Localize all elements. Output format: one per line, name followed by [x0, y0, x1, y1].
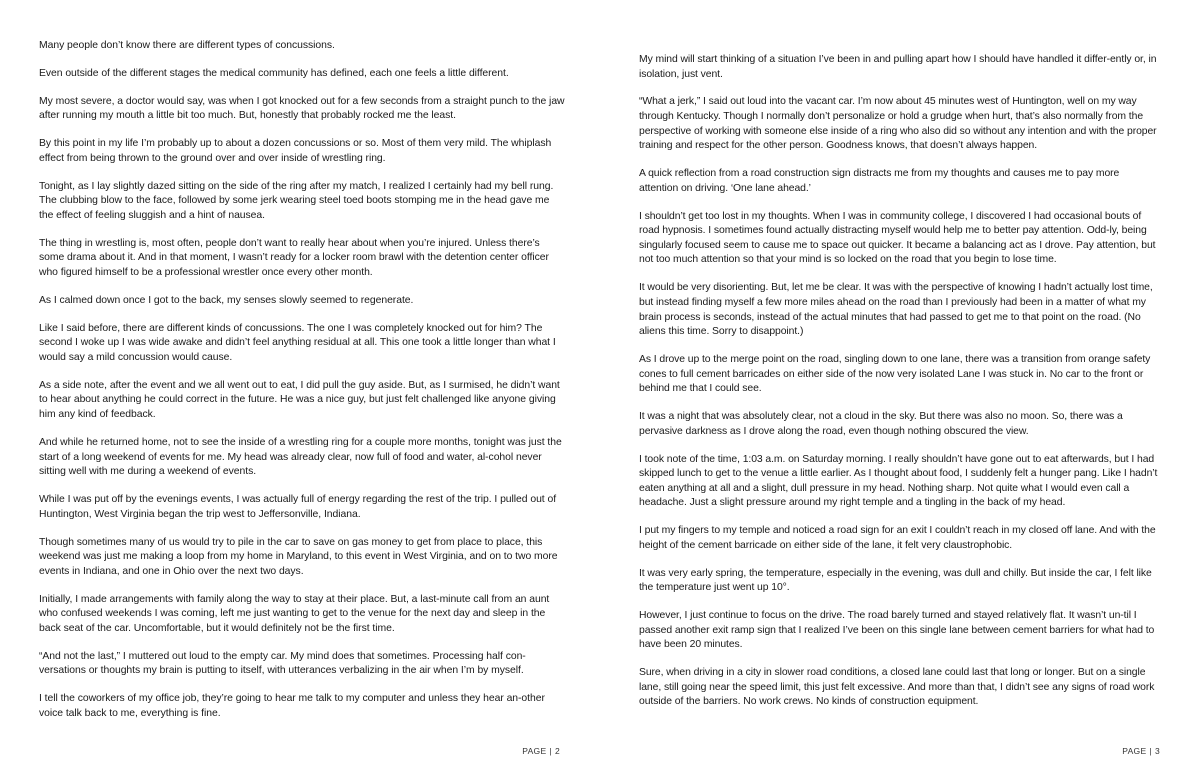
page-number-value: 2	[554, 746, 560, 756]
paragraph: By this point in my life I’m probably up to about a dozen concussions or so. Most of them very mild. The whiplash effect from being thrown to the ground over and over inside of wrestling ring.	[39, 138, 552, 164]
paragraph: Tonight, as I lay slightly dazed sitting on the side of the ring after my match, I realized I certainly had my bell rung. The clubbing blow to the face, followed by some jerk wearing steel toed boots stomping me in the head gave me the effect of feeling sluggish and a hint of nausea.	[39, 180, 554, 221]
page-number	[1122, 746, 1160, 756]
paragraph: I put my fingers to my temple and noticed a road sign for an exit I couldn’t reach in my closed off lane. And with the height of the cement barricade on either side of the lane, it felt very claustrophobic.	[639, 525, 1156, 551]
paragraph: A quick reflection from a road construction sign distracts me from my thoughts and causes me to pay more attention on driving. ‘One lane ahead.’	[639, 168, 1120, 194]
paragraph: Even outside of the different stages the medical community has defined, each one feels a little different.	[39, 67, 509, 79]
paragraph: While I was put off by the evenings events, I was actually full of energy regarding the rest of the trip. I pulled out of Huntington, West Virginia began the trip west to Jeffersonville, Indiana.	[39, 494, 557, 520]
page-label: PAGE	[1122, 746, 1147, 756]
page-separator: |	[549, 746, 552, 756]
page-separator: |	[1149, 746, 1152, 756]
paragraph: It was very early spring, the temperature, especially in the evening, was dull and chilly. But inside the car, I felt like the temperature just went up 10°.	[639, 567, 1152, 594]
paragraph: The thing in wrestling is, most often, people don’t want to really hear about when you’re injured. Unless there’s some drama about it. And in that moment, I wasn’t ready for a locker room brawl with the detention center officer who figured himself to be a professional wrestler once every other month.	[39, 237, 549, 279]
paragraph: As I drove up to the merge point on the road, singling down to one lane, there was a transition from orange safety cones to full cement barricades on either side of the now very isolated Lane I was stuck in. No car to the front or behind me that I could see.	[639, 353, 1151, 395]
paragraph: “What a jerk,” I said out loud into the vacant car. I’m now about 45 minutes west of Huntington, well on my way through Kentucky. Though I normally don’t personalize or hold a grudge when hurt, that’s also normally from the perspective of working with someone else inside of a ring who also did so without any intention and with the proper training and respect for the other person. Goodness knows, that doesn’t always happen.	[639, 96, 1157, 152]
paragraph: I shouldn’t get too lost in my thoughts. When I was in community college, I discovered I had occasional bouts of road hypnosis. I sometimes found actually distracting myself would help me to better pay attention. Odd-ly, being singularly focused seem to cause me to space out quicker. It became a balancing act as I drove. Pay attention, but not too much attention so that your mind is so locked on the road that you begin to lose time.	[639, 210, 1156, 266]
paragraph: It would be very disorienting. But, let me be clear. It was with the perspective of knowing I hadn’t actually lost time, but instead finding myself a few more miles ahead on the road than I previously had been in a matter of what my brain process is seconds, instead of the actual minutes that had passed to get me to that point on the road. (No aliens this time. Sorry to disappoint.)	[639, 282, 1153, 338]
paragraph: However, I just continue to focus on the drive. The road barely turned and stayed relatively flat. It wasn’t un-til I passed another exit ramp sign that I realized I’ve been on this single lane between cement barriers for what had to have been 20 minutes.	[639, 610, 1155, 651]
paragraph: I tell the coworkers of my office job, they’re going to hear me talk to my computer and unless they hear an-other voice talk back to me, everything is fine.	[39, 693, 545, 719]
paragraph: And while he returned home, not to see the inside of a wrestling ring for a couple more months, tonight was just the start of a long weekend of events for me. My head was already clear, now full of food and water, al-cohol never sitting well with me during a weekend of events.	[39, 436, 562, 478]
paragraph: Like I said before, there are different kinds of concussions. The one I was completely knocked out for him? The second I woke up I was wide awake and didn’t feel anything residual at all. This one took a little longer than what I would say a mild concussion would cause.	[39, 322, 556, 363]
paragraph: I took note of the time, 1:03 a.m. on Saturday morning. I really shouldn’t have gone out to eat afterwards, but I had skipped lunch to get to the venue a little earlier. As I thought about food, I suddenly felt a hunger pang. Like I hadn’t eaten anything at all and a slight, dull pressure in my head. Nothing sharp. Not quite what I would even call a headache. Just a slight pressure around my right temple and a tingling in the back of my head.	[639, 453, 1158, 509]
page-3	[600, 0, 1200, 776]
text-column	[39, 39, 565, 735]
paragraph: Many people don’t know there are different types of concussions.	[39, 40, 335, 51]
paragraph: Though sometimes many of us would try to pile in the car to save on gas money to get from place to place, this weekend was just me making a loop from my home in Maryland, to this event in West Virginia, and on to two more events in Indiana, and one in Ohio over the next two days.	[39, 536, 558, 577]
paragraph: As I calmed down once I got to the back, my senses slowly seemed to regenerate.	[39, 294, 414, 306]
page-label: PAGE	[522, 746, 547, 756]
paragraph: “And not the last,” I muttered out loud to the empty car. My mind does that sometimes. Processing half con-versations or thoughts my brain is putting to itself, with utterances verbalizing in the air when I’m by myself.	[39, 650, 526, 677]
paragraph: My most severe, a doctor would say, was when I got knocked out for a few seconds from a straight punch to the jaw after running my mouth a little bit too much. But, honestly that probably rocked me the least.	[39, 95, 565, 122]
paragraph: As a side note, after the event and we all went out to eat, I did pull the guy aside. But, as I surmised, he didn’t want to hear about anything he could correct in the future. He was a nice guy, but just felt challenged like anyone giving him any kind of feedback.	[39, 379, 560, 421]
paragraph: My mind will start thinking of a situation I’ve been in and pulling apart how I should have handled it differ-ently or, in isolation, just vent.	[639, 54, 1157, 80]
paragraph: It was a night that was absolutely clear, not a cloud in the sky. But there was also no moon. So, there was a pervasive darkness as I drove along the road, even though nothing obscured the view.	[639, 411, 1123, 437]
page-number	[522, 746, 560, 756]
paragraph: Sure, when driving in a city in slower road conditions, a closed lane could last that long or longer. But on a single lane, still going near the speed limit, this just felt excessive. And more than that, I didn’t see any signs of road work outside of the barriers. No work crews. No kinds of construction equipment.	[639, 667, 1155, 708]
page-number-value: 3	[1154, 746, 1160, 756]
text-column	[639, 53, 1159, 723]
paragraph: Initially, I made arrangements with family along the way to stay at their place. But, a last-minute call from an aunt who confused weekends I was coming, left me just wanting to get to the venue for the next day and sleep in the back seat of the car. Uncomfortable, but it would definitely not be the first time.	[39, 593, 550, 634]
